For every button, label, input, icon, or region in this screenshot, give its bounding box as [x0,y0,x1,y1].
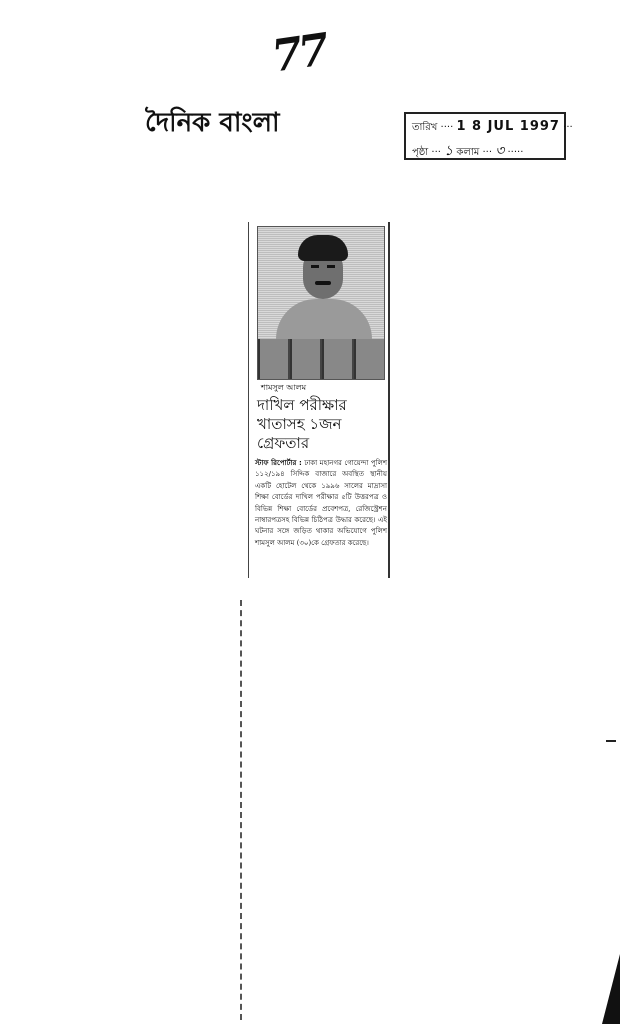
scan-edge-mark [602,954,620,1024]
margin-mark [606,740,616,742]
stamp-page-value: ১ [444,143,454,159]
stamp-date-row: তারিখ ···· 1 8 JUL 1997 ··· [412,119,573,134]
handwritten-mark: 77 [268,24,329,83]
stamp-page-label: পৃষ্ঠা [412,147,429,158]
headline: দাখিল পরীক্ষার খাতাসহ ১জন গ্রেফতার [257,396,347,452]
stamp-column-label: কলাম [456,147,480,158]
stamp-column-value: ৩ [495,143,505,159]
byline: স্টাফ রিপোর্টার : [255,459,302,467]
news-clipping [248,222,390,578]
portrait-photo [257,226,385,380]
fold-line [240,600,242,1020]
article-text: ঢাকা মহানগর গোয়েন্দা পুলিশ ১১২/১৯৪ সিদ্দিক বাজারে অবস্থিত স্থানীয় একটি হোটেল থেকে ১৯৯৬ সালের মাদ্রাসা শিক্ষা বোর্ডের দাখিল পরীক্ষার ৫টি উত্তরপত্র ও বিভিন্ন শিক্ষা বোর্ডের প্রবেশপত্র, রেজিস্ট্রেশন নাম্বারপত্রসহ বিভিন্ন চিঠিপত্র উদ্ধার করেছে। এই ঘটনার সঙ্গে জড়িত থাকার অভিযোগে পুলিশ শামসুল আলম (৩০)কে গ্রেফতার করেছে। [255,459,387,547]
stamp-page-row: পৃষ্ঠা ··· ১ কলাম ··· ৩ ····· [412,143,524,159]
photo-caption: শামসুল আলম [261,383,307,392]
newspaper-name-stamp: দৈনিক বাংলা [145,108,280,138]
date-stamp [404,112,573,160]
article-body [255,458,387,549]
stamp-date-label: তারিখ [412,122,438,133]
stamp-date-value: 1 8 JUL 1997 [456,119,560,134]
